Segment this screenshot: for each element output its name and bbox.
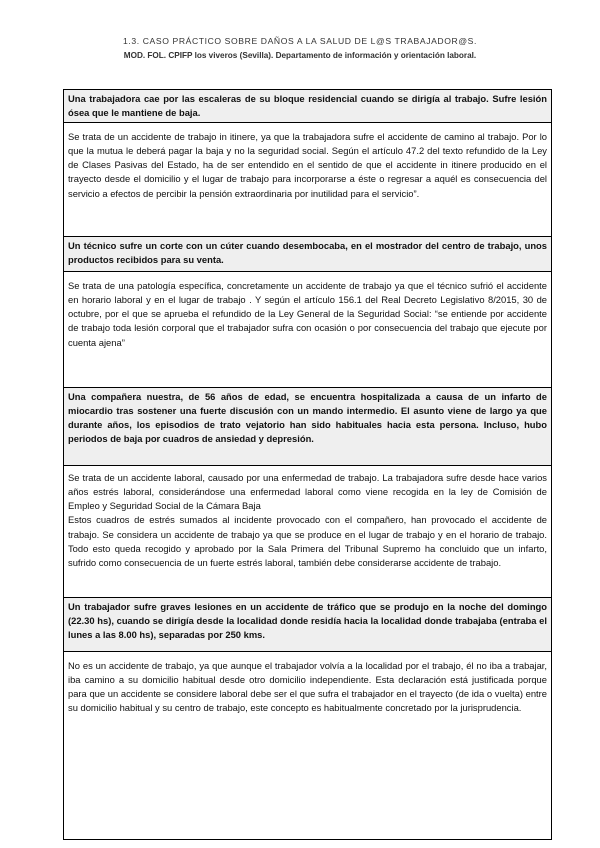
case-4-answer	[64, 652, 552, 840]
case-2-answer-paragraph: Se trata de una patología específica, concretamente un accidente de trabajo ya que el técnico sufrió el accidente en horario laboral y en el lugar de trabajo . Y según el artículo 156.1 del Real Decreto Legislativo 8/2015, 30 de octubre, por el que se aprueba el refundido de la Ley General de la Seguridad Social: “se entiende por accidente de trabajo toda lesión corporal que el trabajador sufra con ocasión o por consecuencia del trabajo que ejecute por cuenta ajena”	[68, 280, 547, 348]
case-3-question-row	[64, 388, 552, 466]
cases-table	[63, 89, 552, 840]
case-4-question-row	[64, 598, 552, 652]
case-3-question: Una compañera nuestra, de 56 años de edad, se encuentra hospitalizada a causa de un infarto de miocardio tras sostener una fuerte discusión con un mando intermedio. El asunto viene de largo ya que durante años, los episodios de trato vejatorio han sido habituales hacia esta persona. Incluso, hubo periodos de baja por cuadros de ansiedad y depresión.	[64, 388, 552, 466]
case-1-answer-row	[64, 123, 552, 237]
case-3-answer-paragraph-1: Se trata de un accidente laboral, causado por una enfermedad de trabajo. La trabajadora sufre desde hace varios años estrés laboral, considerándose una enfermedad laboral como viene recogida en la ley de Comisión de Empleo y Seguridad Social de la Cámara Baja	[68, 472, 547, 512]
case-2-question-row	[64, 237, 552, 272]
case-2-question: Un técnico sufre un corte con un cúter cuando desembocaba, en el mostrador del centro de trabajo, unos productos recibidos para su venta.	[64, 237, 552, 272]
case-1-answer	[64, 123, 552, 237]
case-4-question: Un trabajador sufre graves lesiones en un accidente de tráfico que se produjo en la noche del domingo (22.30 hs), cuando se dirigía desde la localidad donde residía hacia la localidad donde trabajaba (entraba el lunes a las 8.00 hs), separadas por 250 kms.	[64, 598, 552, 652]
case-3-answer-row	[64, 466, 552, 598]
document-subtitle: MOD. FOL. CPIFP los viveros (Sevilla). Departamento de información y orientación laboral.	[123, 51, 477, 60]
case-3-answer	[64, 466, 552, 598]
case-3-answer-paragraph-2: Estos cuadros de estrés sumados al incidente provocado con el compañero, han provocado el accidente de trabajo. Se considera un accidente de trabajo ya que se produce en el lugar de trabajo y en el horario de trabajo. Todo esto queda recogido y aprobado por la Sala Primera del Tribunal Supremo ha concluido que un infarto, sufrido como consecuencia de un fuerte estrés laboral, también debe considerarse accidente de trabajo.	[68, 514, 547, 568]
case-2-answer-row	[64, 272, 552, 388]
case-4-answer-row	[64, 652, 552, 840]
case-1-answer-paragraph: Se trata de un accidente de trabajo in itinere, ya que la trabajadora sufre el accidente de camino al trabajo. Por lo que la mutua le deberá pagar la baja y no la seguridad social. Según el artículo 47.2 del texto refundido de la Ley de Clases Pasivas del Estado, ha de ser entendido en el sentido de que el accidente in itinere producido en el trayecto desde el domicilio y el lugar de trabajo para incorporarse a éste o regresar a aquél es consecuencia del servicio a efectos de percibir la pensión extraordinaria por inutilidad para el servicio”.	[68, 131, 547, 199]
case-1-question-row	[64, 90, 552, 123]
case-1-question: Una trabajadora cae por las escaleras de su bloque residencial cuando se dirigía al trabajo. Sufre lesión ósea que le mantiene de baja.	[64, 90, 552, 123]
document-title: 1.3. CASO PRÁCTICO SOBRE DAÑOS A LA SALUD DE L@S TRABAJADOR@S.	[123, 36, 477, 46]
case-2-answer	[64, 272, 552, 388]
case-4-answer-paragraph: No es un accidente de trabajo, ya que aunque el trabajador volvía a la localidad por el trabajo, él no iba a trabajar, iba camino a su domicilio habitual desde otro domicilio independiente. Esta declaración está justificada porque para que un accidente se considere laboral debe ser el que sufra el trabajador en el trayecto (de ida o vuelta) entre su domicilio habitual y su centro de trabajo, este concepto es habitualmente concretado por la jurisprudencia.	[68, 660, 547, 714]
